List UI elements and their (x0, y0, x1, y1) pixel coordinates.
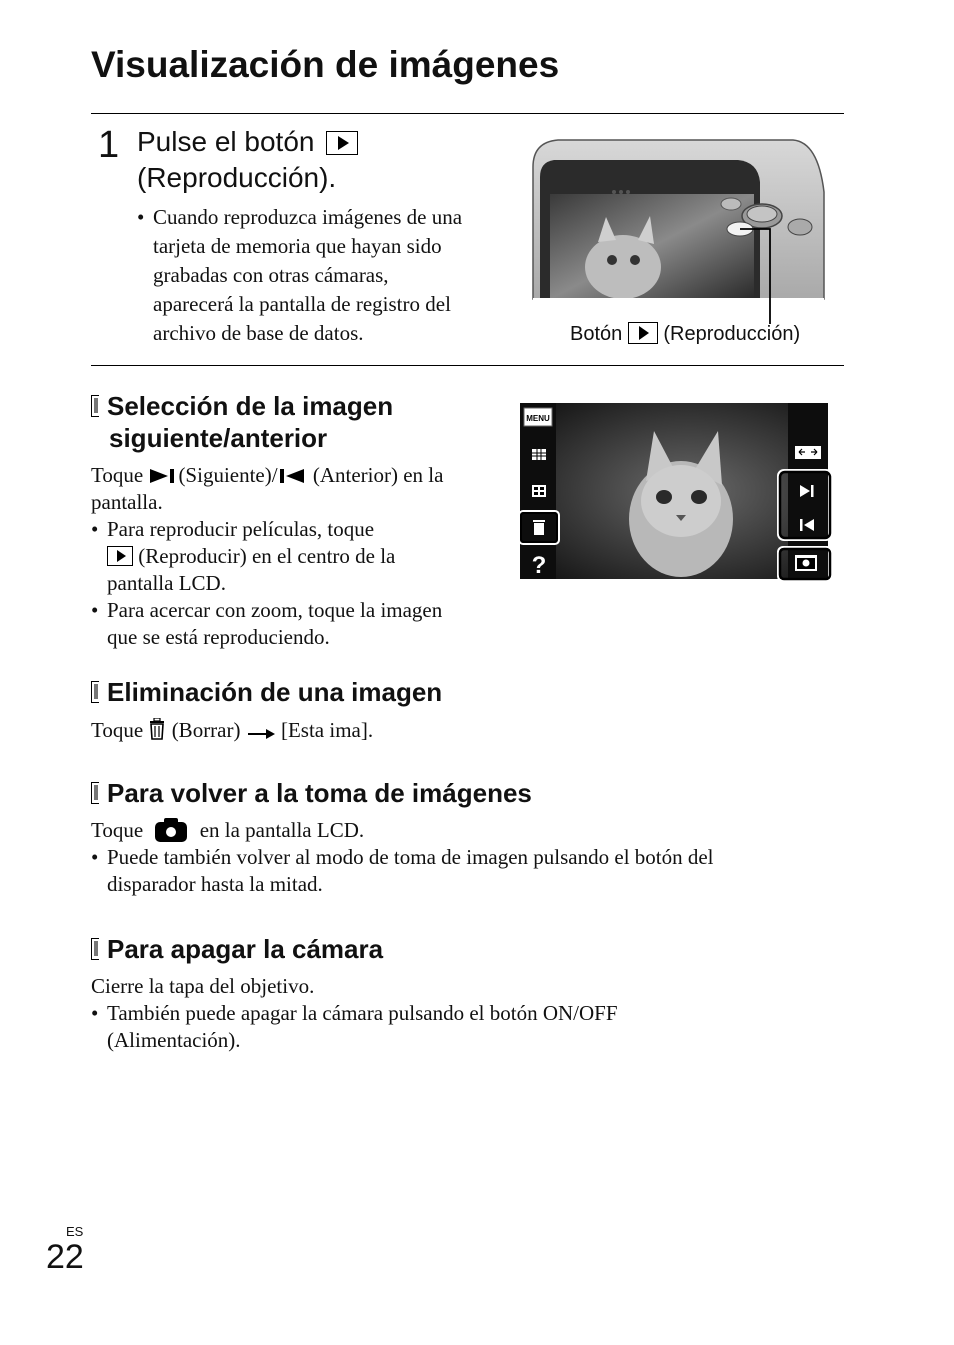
heading-line2: siguiente/anterior (109, 423, 328, 453)
section-heading-return (91, 777, 532, 809)
section-select-body (91, 462, 501, 651)
section-delete-body (91, 717, 373, 744)
text-part: Toque (91, 463, 144, 487)
text-part: Toque (91, 818, 144, 842)
text-part: (Anterior) en la (312, 463, 444, 487)
text-line: Cierre la tapa del objetivo. (91, 974, 315, 998)
bullet-line: Para reproducir películas, toque (107, 517, 375, 541)
page-title: Visualización de imágenes (91, 44, 560, 85)
menu-label: MENU (526, 414, 550, 423)
caption-pre: Botón (570, 323, 623, 345)
rotate-icon[interactable] (795, 446, 821, 459)
section-return-body (91, 817, 714, 898)
divider (91, 113, 844, 114)
step-bullet-line: Cuando reproduzca imágenes de una (153, 205, 463, 229)
text-part: (Siguiente)/ (178, 463, 278, 487)
text-part: [Esta ima]. (280, 718, 374, 742)
language-code: ES (66, 1224, 84, 1239)
help-icon[interactable] (522, 549, 556, 579)
section-marker-icon (91, 681, 99, 703)
previous-icon (278, 467, 308, 485)
play-button-icon (107, 546, 133, 566)
help-label: ? (531, 552, 547, 579)
heading-line1: Selección de la imagen (107, 391, 394, 421)
camera-mode-icon[interactable] (795, 555, 817, 571)
divider (91, 365, 844, 366)
section-heading-select (91, 390, 393, 454)
section-marker-icon (91, 395, 99, 417)
heading-text: Eliminación de una imagen (107, 677, 443, 707)
play-button-icon (326, 131, 358, 155)
section-off-body (91, 973, 618, 1054)
step-heading-line1: Pulse el botón (137, 126, 315, 157)
bullet-line: Para acercar con zoom, toque la imagen (107, 598, 443, 622)
page-number: 22 (46, 1238, 84, 1276)
caption-post: (Reproducción) (663, 323, 801, 345)
section-marker-icon (91, 782, 99, 804)
camera-icon (152, 818, 190, 842)
text-part: Toque (91, 718, 144, 742)
camera-illustration (528, 132, 828, 332)
arrow-right-icon (246, 728, 276, 740)
heading-text: Para apagar la cámara (107, 934, 384, 964)
text-line2: pantalla. (91, 490, 163, 514)
step-bullet-line: tarjeta de memoria que hayan sido (153, 234, 442, 258)
step-bullet-line: archivo de base de datos. (153, 321, 364, 345)
bullet-line: Puede también volver al modo de toma de imagen pulsando el botón del (107, 845, 714, 869)
camera-caption (570, 322, 800, 346)
step-bullet (137, 203, 517, 348)
bullet-line: pantalla LCD. (107, 571, 226, 595)
step-number: 1 (98, 124, 120, 166)
section-marker-icon (91, 938, 99, 960)
heading-text: Para volver a la toma de imágenes (107, 778, 532, 808)
step-bullet-line: grabadas con otras cámaras, (153, 263, 389, 287)
text-part: (Borrar) (171, 718, 241, 742)
bullet-line: (Alimentación). (107, 1028, 241, 1052)
index-view-icon[interactable] (532, 485, 546, 497)
bullet-line: (Reproducir) en el centro de la (138, 544, 396, 568)
section-heading-delete (91, 676, 442, 708)
grid-view-icon[interactable] (532, 449, 546, 460)
trash-icon (148, 718, 166, 740)
step-heading-line2: (Reproducción). (137, 162, 337, 193)
menu-icon[interactable] (524, 408, 552, 426)
next-icon (148, 467, 178, 485)
bullet-line: disparador hasta la mitad. (107, 872, 323, 896)
step-bullet-line: aparecerá la pantalla de registro del (153, 292, 451, 316)
section-heading-off (91, 933, 383, 965)
bullet-line: También puede apagar la cámara pulsando el botón ON/OFF (107, 1001, 618, 1025)
lcd-screen-illustration (516, 401, 836, 585)
text-part: en la pantalla LCD. (199, 818, 365, 842)
step-heading (137, 124, 507, 196)
play-button-icon (628, 322, 658, 344)
bullet-line: que se está reproduciendo. (107, 625, 330, 649)
